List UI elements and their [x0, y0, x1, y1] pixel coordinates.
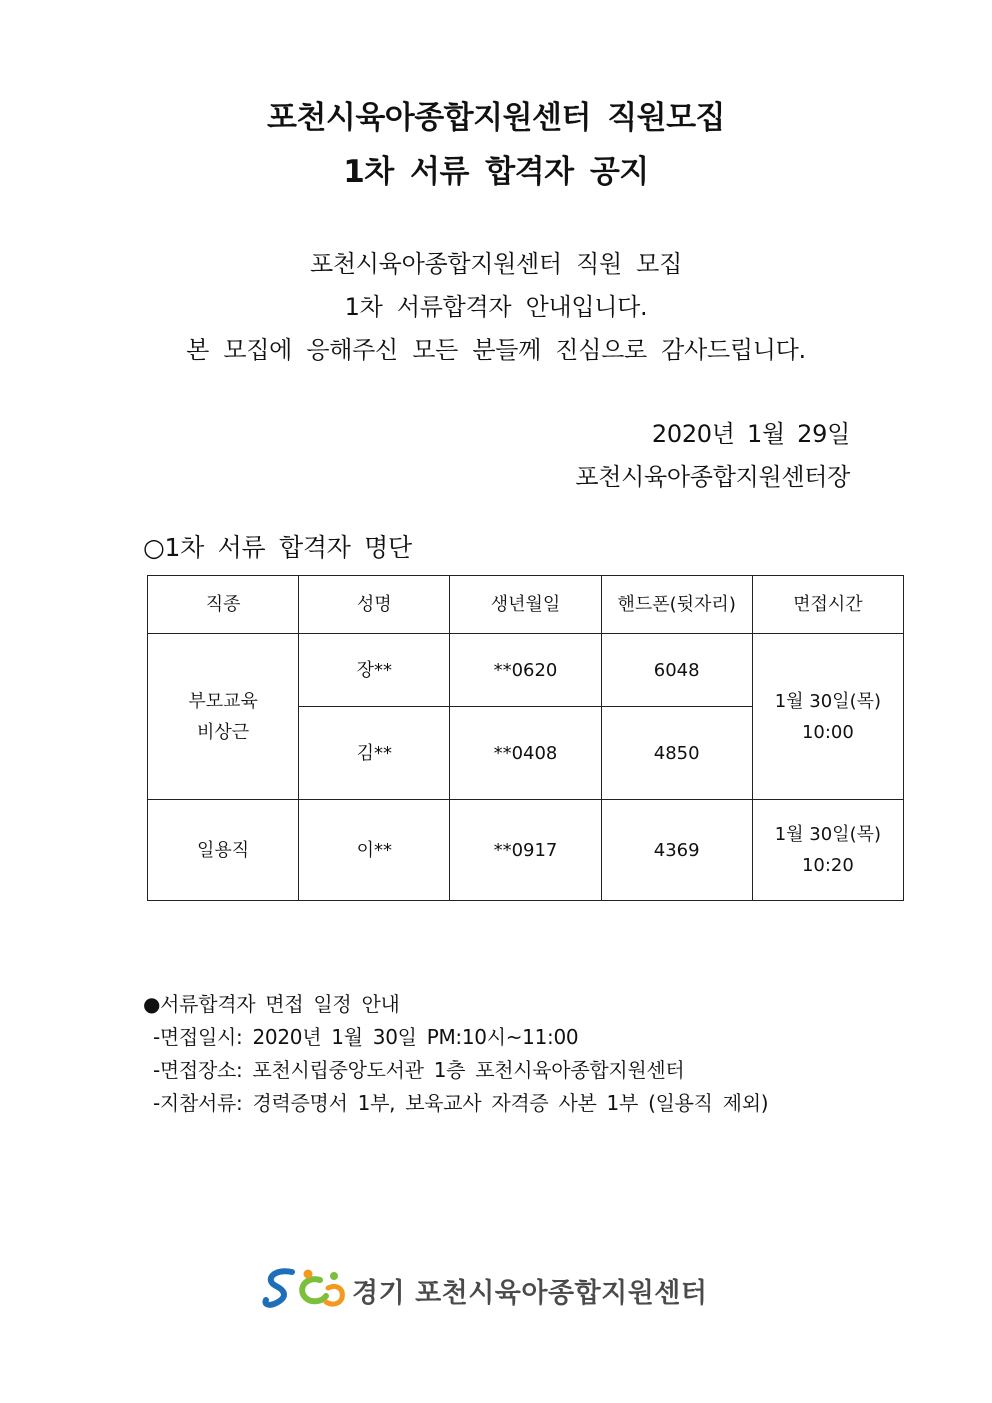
column-header-job: 직종: [148, 576, 299, 634]
job-cell: 일용직: [148, 800, 299, 901]
table-row: [148, 800, 904, 901]
phone-cell: 4850: [601, 707, 752, 800]
interview-date: 1월 30일(목): [774, 824, 882, 845]
notes-documents: -지참서류: 경력증명서 1부, 보육교사 자격증 사본 1부 (일용직 제외): [153, 1091, 769, 1115]
intro-line-2: 1차 서류합격자 안내입니다.: [344, 293, 648, 321]
roster-table: [147, 575, 904, 901]
org-logo-icon: [262, 1266, 348, 1314]
org-name: 경기 포천시육아종합지원센터: [352, 1277, 708, 1309]
name-cell: 김**: [299, 707, 450, 800]
column-header-birth: 생년월일: [450, 576, 601, 634]
roster-heading: ○1차 서류 합격자 명단: [143, 533, 412, 562]
footer-brand: [262, 1268, 707, 1312]
notes-place: -면접장소: 포천시립중앙도서관 1층 포천시육아종합지원센터: [153, 1058, 685, 1082]
name-cell: 이**: [299, 800, 450, 901]
birth-cell: **0917: [450, 800, 601, 901]
intro-line-1: 포천시육아종합지원센터 직원 모집: [310, 250, 682, 278]
notice-issuer: 포천시육아종합지원센터장: [575, 463, 850, 491]
column-header-interview: 면접시간: [752, 576, 903, 634]
notes-heading: ●서류합격자 면접 일정 안내: [143, 992, 400, 1016]
birth-cell: **0620: [450, 634, 601, 707]
interview-time: 10:00: [801, 721, 854, 743]
interview-cell: [752, 800, 903, 901]
interview-date: 1월 30일(목): [774, 690, 882, 712]
name-cell: 장**: [299, 634, 450, 707]
notes-datetime: -면접일시: 2020년 1월 30일 PM:10시~11:00: [153, 1025, 579, 1049]
column-header-name: 성명: [299, 576, 450, 634]
phone-cell: 4369: [601, 800, 752, 901]
interview-notes: [143, 988, 768, 1120]
phone-cell: 6048: [601, 634, 752, 707]
interview-cell: [752, 634, 903, 800]
intro-line-3: 본 모집에 응해주신 모든 분들께 진심으로 감사드립니다.: [186, 336, 806, 364]
table-header-row: [148, 576, 904, 634]
column-header-phone: 핸드폰(뒷자리): [601, 576, 752, 634]
job-cell: [148, 634, 299, 800]
notice-date: 2020년 1월 29일: [651, 420, 850, 448]
job-line-2: 비상근: [197, 721, 250, 743]
document-title: 포천시육아종합지원센터 직원모집: [267, 100, 725, 136]
document-subtitle: 1차 서류 합격자 공지: [343, 154, 649, 190]
job-line-1: 부모교육: [188, 690, 258, 712]
birth-cell: **0408: [450, 707, 601, 800]
table-row: [148, 634, 904, 707]
interview-time: 10:20: [801, 855, 854, 876]
